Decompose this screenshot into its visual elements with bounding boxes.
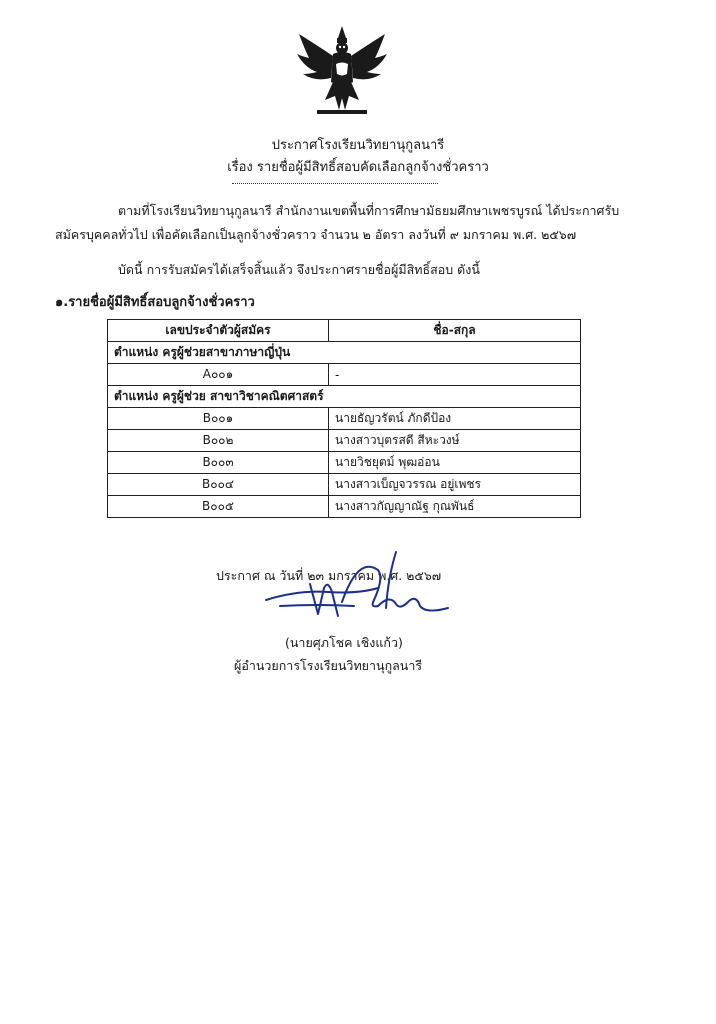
table-row	[108, 430, 581, 452]
table-row	[108, 496, 581, 518]
applicant-name: นางสาวเบ็ญจวรรณ อยู่เพชร	[329, 474, 581, 496]
applicant-code: B๐๐๕	[108, 496, 329, 518]
applicant-name: นางสาวบุตรสดี สีหะวงษ์	[329, 430, 581, 452]
group-row-japanese	[108, 342, 581, 364]
announcement-title: ประกาศโรงเรียนวิทยานุกูลนารี	[271, 138, 445, 153]
group-label: ตำแหน่ง ครูผู้ช่วยสาขาภาษาญี่ปุ่น	[108, 342, 581, 364]
announcement-date: ประกาศ ณ วันที่ ๒๓ มกราคม พ.ศ. ๒๕๖๗	[216, 568, 442, 583]
applicant-code: B๐๐๑	[108, 408, 329, 430]
handwritten-signature	[258, 548, 458, 638]
table-row	[108, 408, 581, 430]
paragraph-1-line-1: ตามที่โรงเรียนวิทยานุกูลนารี สำนักงานเขตพื้นที่การศึกษามัธยมศึกษาเพชรบูรณ์ ได้ประกาศรับ	[118, 203, 620, 218]
group-row-mathematics	[108, 386, 581, 408]
applicant-code: A๐๐๑	[108, 364, 329, 386]
applicant-name: -	[329, 364, 581, 386]
header-applicant-id: เลขประจำตัวผู้สมัคร	[108, 320, 329, 342]
announcement-subject: เรื่อง รายชื่อผู้มีสิทธิ์สอบคัดเลือกลูกจ้างชั่วคราว	[227, 160, 489, 175]
candidate-table	[107, 319, 581, 518]
paragraph-2: บัดนี้ การรับสมัครได้เสร็จสิ้นแล้ว จึงประกาศรายชื่อผู้มีสิทธิ์สอบ ดังนี้	[118, 262, 480, 277]
applicant-name: นายธัญวรัตน์ ภักดีป้อง	[329, 408, 581, 430]
dotted-divider	[232, 183, 438, 184]
applicant-name: นางสาวกัญญาณัฐ กุณพันธ์	[329, 496, 581, 518]
garuda-emblem-icon	[295, 24, 389, 116]
table-header-row	[108, 320, 581, 342]
applicant-name: นายวิชยุตม์ พุฒอ่อน	[329, 452, 581, 474]
signatory-name: (นายศุภโชค เชิงแก้ว)	[285, 635, 403, 650]
applicant-code: B๐๐๓	[108, 452, 329, 474]
table-row	[108, 364, 581, 386]
applicant-code: B๐๐๒	[108, 430, 329, 452]
section-title: ๑.รายชื่อผู้มีสิทธิ์สอบลูกจ้างชั่วคราว	[55, 295, 255, 310]
applicant-code: B๐๐๔	[108, 474, 329, 496]
paragraph-1-line-2: สมัครบุคคลทั่วไป เพื่อคัดเลือกเป็นลูกจ้างชั่วคราว จำนวน ๒ อัตรา ลงวันที่ ๙ มกราคม พ.ศ. ๒๕๖๗	[55, 227, 577, 242]
group-label: ตำแหน่ง ครูผู้ช่วย สาขาวิชาคณิตศาสตร์	[108, 386, 581, 408]
table-row	[108, 452, 581, 474]
table-row	[108, 474, 581, 496]
signatory-position: ผู้อำนวยการโรงเรียนวิทยานุกูลนารี	[234, 658, 423, 673]
header-full-name: ชื่อ-สกุล	[329, 320, 581, 342]
